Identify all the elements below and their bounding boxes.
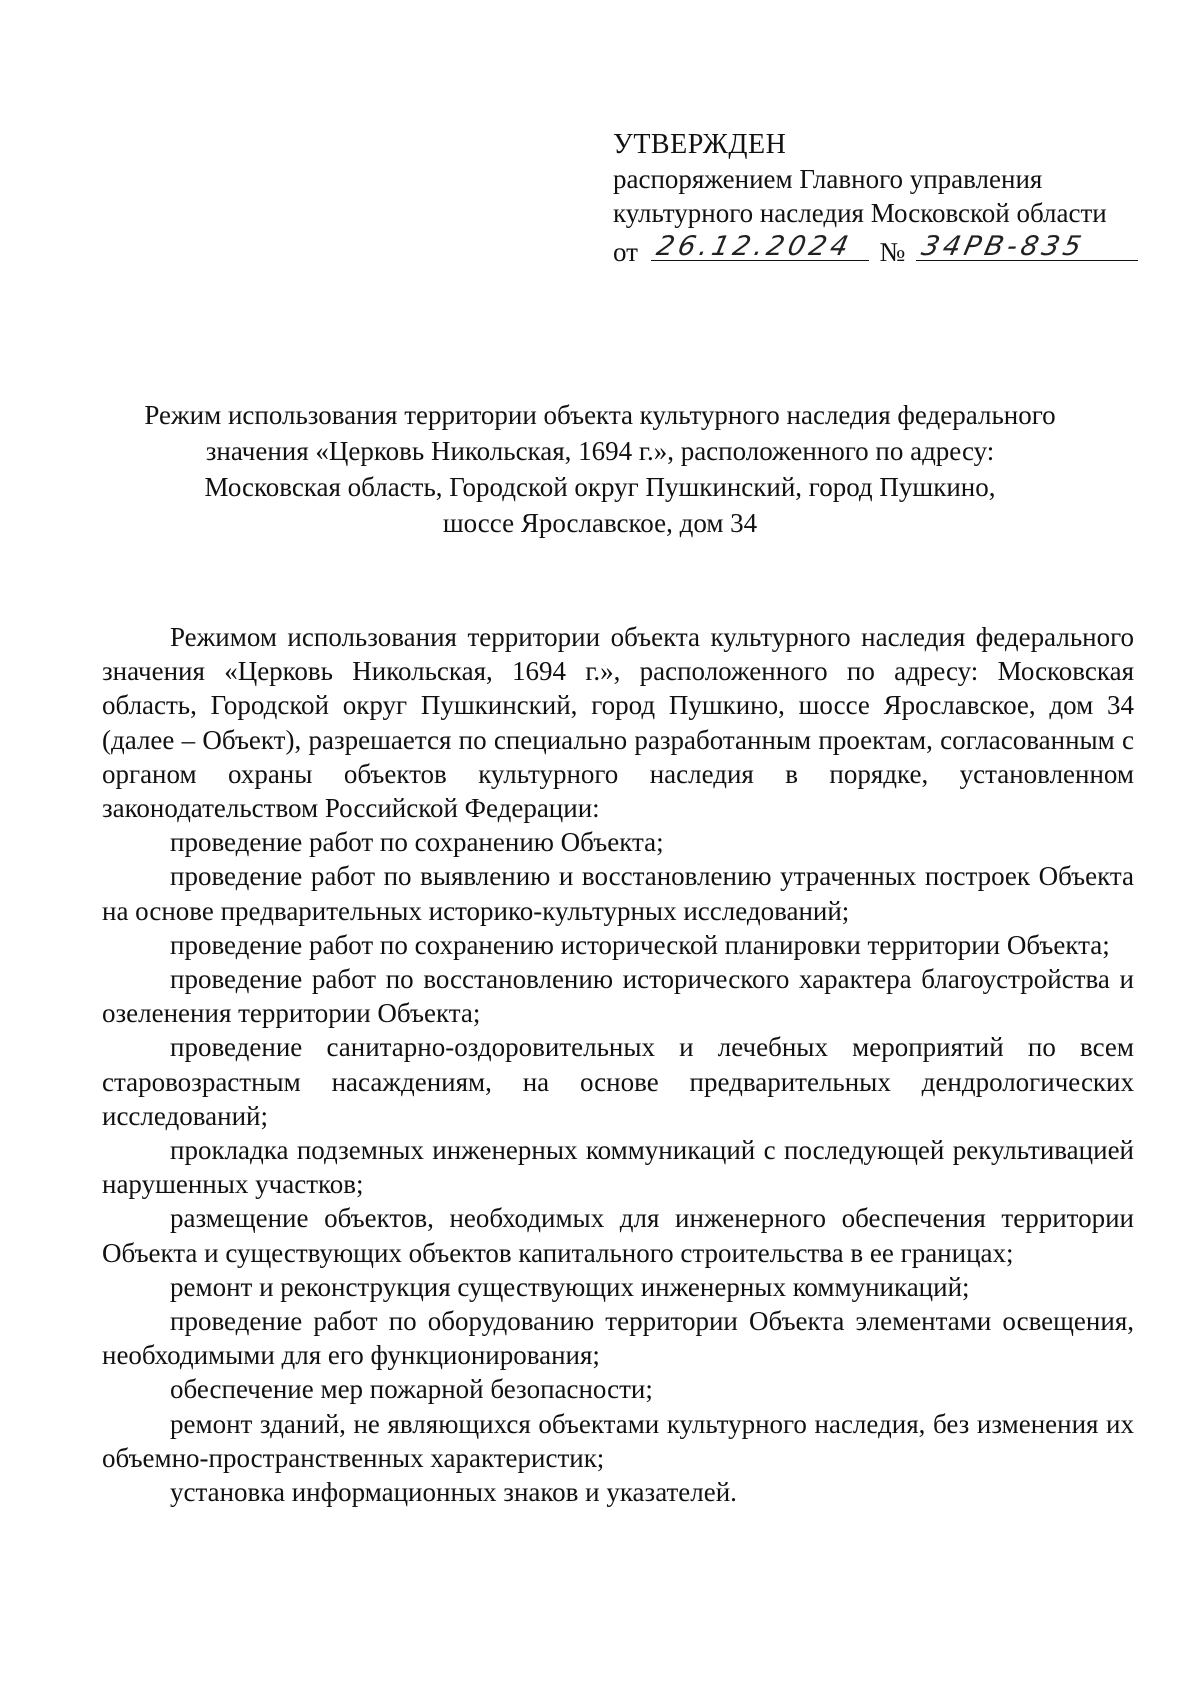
list-item: ремонт и реконструкция существующих инженерных коммуникаций; (170, 1271, 970, 1302)
number-label: № (879, 237, 906, 267)
approval-line-2: культурного наследия Московской области (613, 198, 1107, 228)
approval-line-1: распоряжением Главного управления (613, 164, 1043, 194)
list-item: проведение работ по сохранению Объекта; (170, 827, 664, 858)
handwritten-date: 26.12.2024 (653, 231, 855, 262)
list-item: проведение работ по восстановлению исторического характера благоустройства и озеленения территории Объекта; (102, 964, 1134, 1029)
handwritten-number: 34РВ-835 (918, 231, 1088, 262)
document-heading (100, 397, 1100, 541)
date-field (651, 230, 869, 261)
document-body (102, 620, 1134, 1509)
list-item: прокладка подземных инженерных коммуникаций с последующей рекультивацией нарушенных участков; (102, 1135, 1134, 1200)
number-field (916, 230, 1138, 261)
list-item: проведение работ по выявлению и восстановлению утраченных построек Объекта на основе предварительных историко-культурных исследований; (102, 861, 1134, 926)
list-item: проведение работ по сохранению исторической планировки территории Объекта; (170, 929, 1110, 960)
list-item: проведение санитарно-оздоровительных и лечебных мероприятий по всем старовозрастным насаждениям, на основе предварительных дендрологических исследований; (102, 1032, 1134, 1131)
list-item: обеспечение мер пожарной безопасности; (170, 1374, 653, 1405)
list-item: ремонт зданий, не являющихся объектами культурного наследия, без изменения их объемно-пространственных характеристик; (102, 1408, 1134, 1473)
approval-title: УТВЕРЖДЕН (613, 129, 787, 160)
heading-line-4: шоссе Ярославское, дом 34 (442, 508, 758, 538)
heading-line-3: Московская область, Городской округ Пушкинский, город Пушкино, (204, 472, 996, 502)
list-item: размещение объектов, необходимых для инженерного обеспечения территории Объекта и существующих объектов капитального строительства в ее границах; (102, 1203, 1134, 1268)
approval-date-number-line (613, 230, 1173, 269)
list-item: проведение работ по оборудованию территории Объекта элементами освещения, необходимыми для его функционирования; (102, 1306, 1134, 1371)
heading-line-1: Режим использования территории объекта культурного наследия федерального (144, 400, 1056, 430)
heading-line-2: значения «Церковь Никольская, 1694 г.», расположенного по адресу: (205, 436, 995, 466)
approval-block (613, 128, 1173, 269)
from-label: от (613, 237, 638, 267)
list-item: установка информационных знаков и указателей. (170, 1477, 737, 1508)
intro-paragraph: Режимом использования территории объекта культурного наследия федерального значения «Церковь Никольская, 1694 г.», расположенного по адресу: Московская область, Городской округ Пушкинский, город Пушкино, шоссе Ярославское, дом 34 (далее – Объект), разрешается по специально разработанным проектам, согласованным с органом охраны объектов культурного наследия в порядке, установленном законодательством Российской Федерации: (102, 622, 1134, 824)
